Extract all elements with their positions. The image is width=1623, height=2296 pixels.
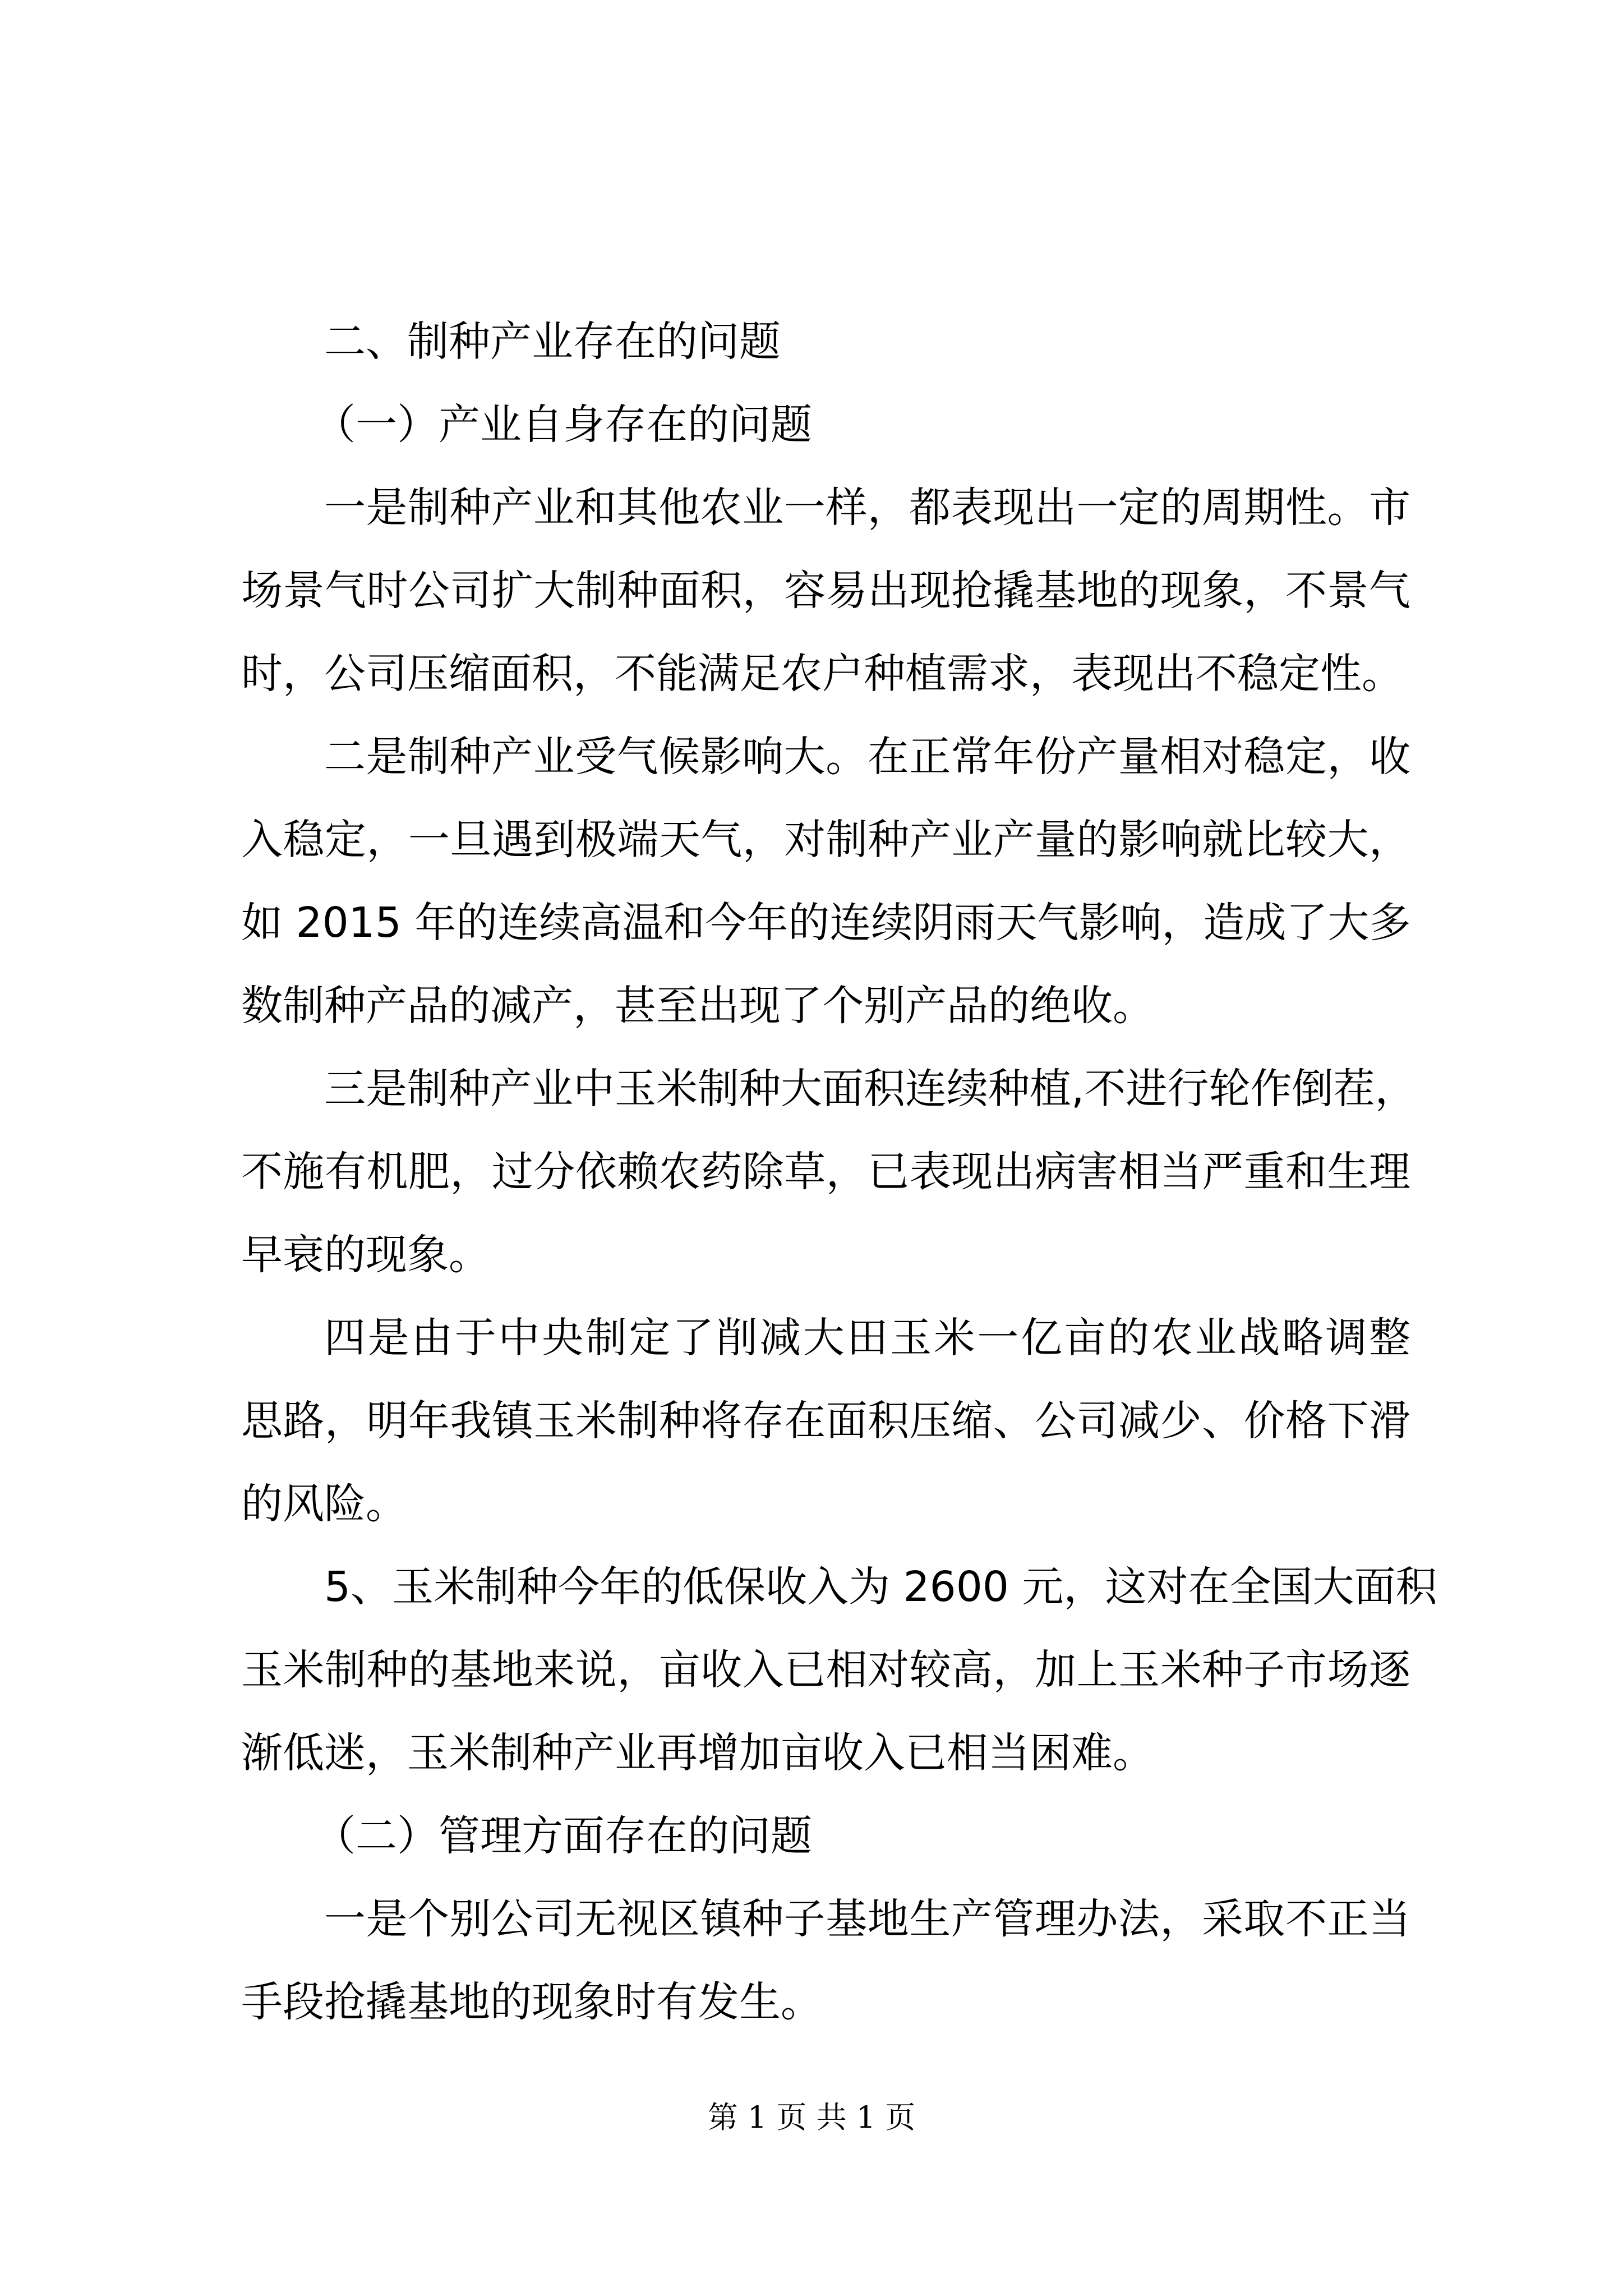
paragraph-line: 一是制种产业和其他农业一样，都表现出一定的周期性。市 xyxy=(324,484,1410,532)
paragraph-line: 5、玉米制种今年的低保收入为 2600 元，这对在全国大面积 xyxy=(324,1563,1437,1611)
paragraph-line: 手段抢撬基地的现象时有发生。 xyxy=(241,1978,822,2026)
paragraph-line: 如 2015 年的连续高温和今年的连续阴雨天气影响，造成了大多 xyxy=(241,899,1411,947)
paragraph-line: 入稳定，一旦遇到极端天气，对制种产业产量的影响就比较大， xyxy=(241,816,1410,864)
paragraph-line: 二是制种产业受气候影响大。在正常年份产量相对稳定，收 xyxy=(324,733,1410,781)
paragraph-line: 数制种产品的减产，甚至出现了个别产品的绝收。 xyxy=(241,982,1154,1030)
paragraph-line: 场景气时公司扩大制种面积，容易出现抢撬基地的现象，不景气 xyxy=(241,567,1410,615)
paragraph-line: 三是制种产业中玉米制种大面积连续种植,不进行轮作倒茬， xyxy=(324,1065,1417,1113)
paragraph-line: 一是个别公司无视区镇种子基地生产管理办法，采取不正当 xyxy=(324,1895,1410,1943)
section-heading: 二、制种产业存在的问题 xyxy=(324,318,781,366)
paragraph-line: 早衰的现象。 xyxy=(241,1231,490,1279)
paragraph-line: 四是由于中央制定了削减大田玉米一亿亩的农业战略调整 xyxy=(324,1314,1410,1362)
paragraph-line: 思路，明年我镇玉米制种将存在面积压缩、公司减少、价格下滑 xyxy=(241,1397,1410,1445)
paragraph-line: 渐低迷，玉米制种产业再增加亩收入已相当困难。 xyxy=(241,1729,1154,1777)
page-footer: 第 1 页 共 1 页 xyxy=(707,2100,916,2135)
paragraph-line: 不施有机肥，过分依赖农药除草，已表现出病害相当严重和生理 xyxy=(241,1148,1410,1196)
document-body xyxy=(241,300,1437,2044)
paragraph-line: 时，公司压缩面积，不能满足农户种植需求，表现出不稳定性。 xyxy=(241,650,1403,698)
subsection-heading: （二）管理方面存在的问题 xyxy=(314,1812,812,1860)
paragraph-line: 玉米制种的基地来说，亩收入已相对较高，加上玉米种子市场逐 xyxy=(241,1646,1410,1694)
paragraph-line: 的风险。 xyxy=(241,1480,407,1528)
subsection-heading: （一）产业自身存在的问题 xyxy=(314,401,812,449)
